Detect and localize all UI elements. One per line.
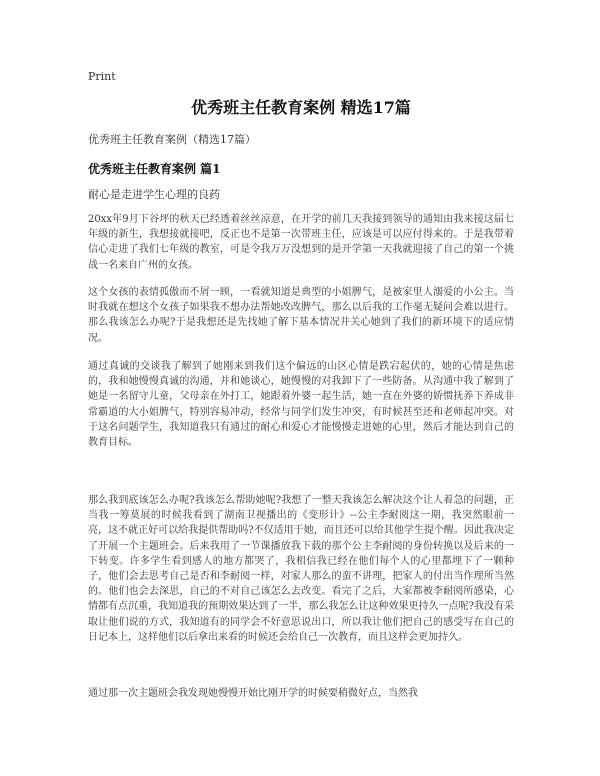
paragraph-3: 通过真诚的交谈我了解到了她刚来到我们这个偏远的山区心情是跌宕起伏的，她的心情是焦虑的，我和她慢慢真诚的沟通，并和她谈心，她慢慢的对我卸下了一些防备。从沟通中我了解到了她是一名留守儿童，父母亲在外打工，她跟着外婆一起生活，她一直在外婆的娇惯抚养下养成非常霸道的大小姐脾气，特别容易冲动，经常与同学们发生冲突，有时候甚至还和老师起冲突。对于这名问题学生，我知道我只有通过的耐心和爱心才能慢慢走进她的心里，然后才能达到自己的教育目标。 bbox=[88, 361, 514, 449]
document-page bbox=[88, 0, 514, 776]
document-title: 优秀班主任教育案例 精选17篇 bbox=[191, 98, 411, 117]
paragraph-2: 这个女孩的表情孤傲而不屑一顾，一看就知道是典型的小姐脾气，是被家里人溺爱的小公主。当时我就在想这个女孩子如果我不想办法帮她改改脾气，那么以后我的工作毫无疑问会难以进行。那么我该怎么办呢?于是我想还是先找她了解下基本情况并关心她到了我们的新环境下的适应情况。 bbox=[88, 287, 514, 344]
print-label: Print bbox=[88, 70, 116, 83]
section-heading: 优秀班主任教育案例 篇1 bbox=[88, 162, 221, 176]
section-lead: 耐心是走进学生心理的良药 bbox=[88, 188, 220, 201]
paragraph-1: 20xx年9月下谷坪的秋天已经透着丝丝凉意，在开学的前几天我接到领导的通知由我来接这届七年级的新生，我想接就接吧，反正也不是第一次带班主任，应该是可以应付得来的。于是我带着信心走进了我们七年级的教室，可是令我万万没想到的是开学第一天我就迎接了自己的第一个挑战一名来自广州的女孩。 bbox=[88, 214, 514, 271]
document-subtitle: 优秀班主任教育案例（精选17篇） bbox=[88, 133, 256, 146]
paragraph-5: 通过那一次主题班会我发现她慢慢开始比刚开学的时候要稍微好点，当然我 bbox=[88, 688, 418, 699]
paragraph-4: 那么我到底该怎么办呢?我该怎么帮助她呢?我想了一整天我该怎么解决这个让人着急的问题，正当我一筹莫展的时候我看到了湖南卫视播出的《变形计》--公主李耐阅这一期，我突然眼前一亮，这不就正好可以给我提供帮助吗?不仅适用于她，而且还可以给其他学生提个醒。因此我决定了开展一个主题班会。后来我用了一节课播放我下载的那个公主李耐阅的身份转换以及后来的一下转变。许多学生看到感人的地方都哭了，我相信我已经在他们每个人的心里都埋下了一颗种子，他们会去思考自己是否和李耐阅一样，对家人那么的蛮不讲理，把家人的付出当作理所当然的。他们也会去深思，自己的不对自己该怎么去改变。看完了之后，大家都被李耐阅所感染，心情都有点沉重，我知道我的预期效果达到了一半，那么我怎么让这种效果更持久一点呢?我没有采取让他们说的方式，我知道有的同学会不好意思说出口，所以我让他们把自己的感受写在自己的日记本上，这样他们以后拿出来看的时候还会给自己一次教育，而且这样会更加持久。 bbox=[88, 495, 514, 643]
